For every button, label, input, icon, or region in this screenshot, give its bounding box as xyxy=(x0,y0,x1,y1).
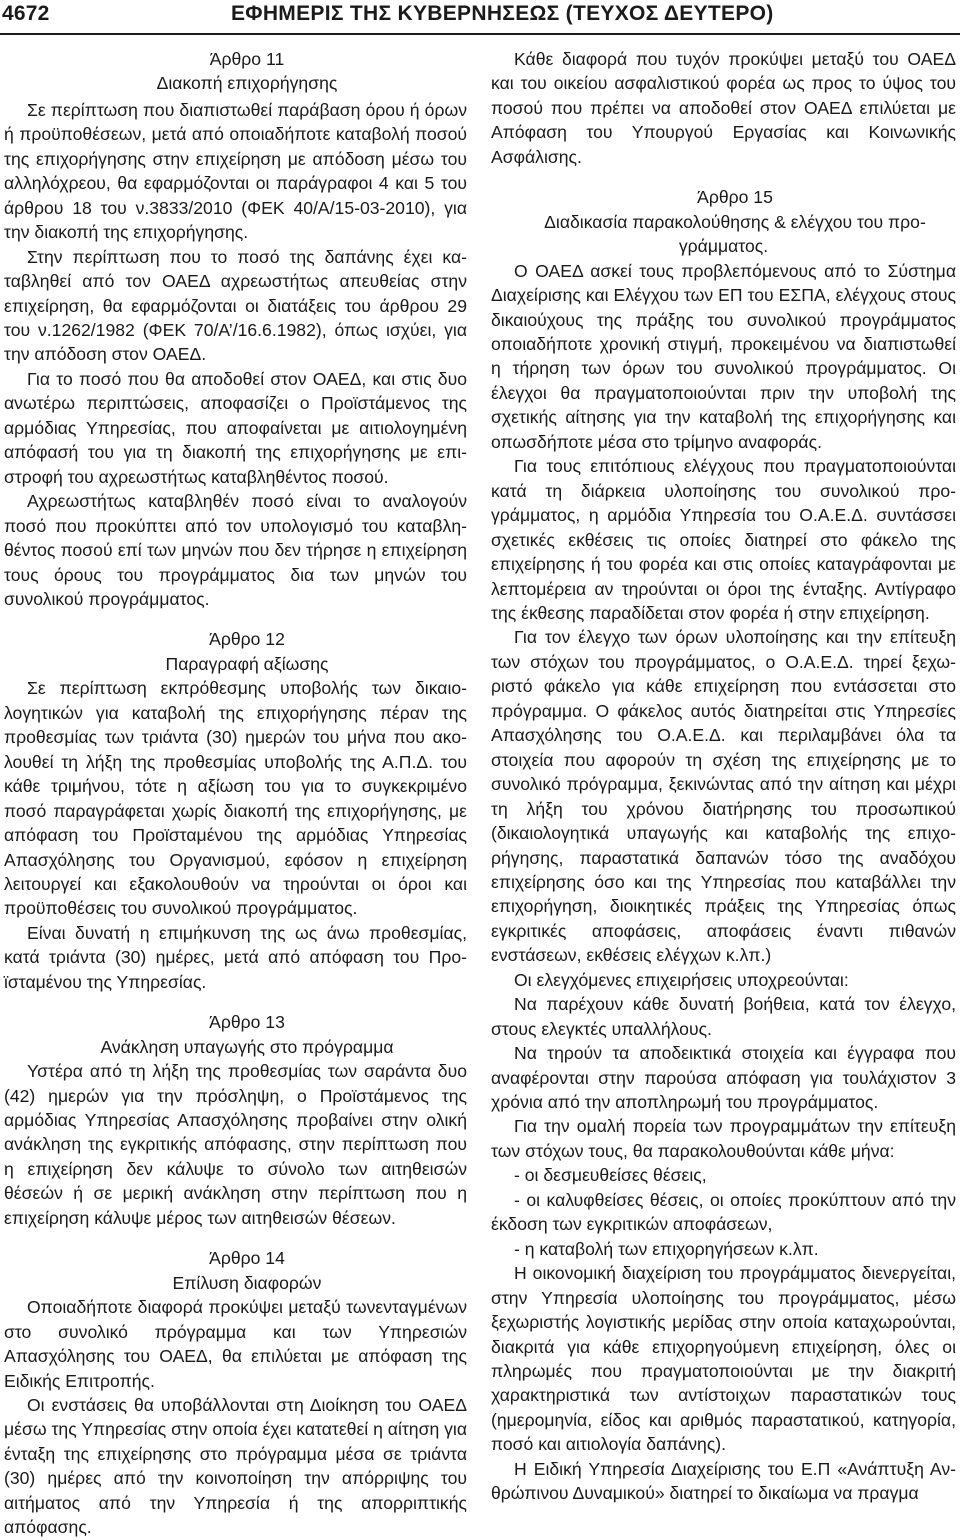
article-11-paragraph-4: Αχρεωστήτως καταβληθέν ποσό είναι το αναλογούν ποσό που προκύπτει από τον υπολογισμό του καταβληθέντος ποσού επί των μηνών που δεν τήρησε η επιχείρηση τους όρους του προγράμματος δια των μηνών του συνολικού προγράμματος. xyxy=(4,491,467,609)
article-11-paragraph-2: Στην περίπτωση που το ποσό της δαπάνης έχει καταβληθεί από τον ΟΑΕΔ αχρεωστήτως απευθείας στην επιχείρηση, θα εφαρμόζονται οι διατάξεις του άρθρου 29 του ν.1262/1982 (ΦΕΚ 70/Α’/16.6.1982), όπως ισχύει, για την απόδοση στον ΟΑΕΔ. xyxy=(4,246,467,365)
article-12-paragraph-1: Σε περίπτωση εκπρόθεσμης υποβολής των δικαιολογητικών για καταβολή της επιχορήγησης πέραν της προθεσμίας των τριάντα (30) ημερών του μήνα που ακολουθεί τη λήξη της προθεσμίας υποβολής της Α.Π.Δ. του κάθε τριμήνου, τότε η αξίωση του για το συγκεκριμένο ποσό παραγράφεται χωρίς διακοπή της επιχορήγησης, με απόφαση του Προϊσταμένου της αρμόδιας Υπηρεσίας Απασχόλησης του Οργανισμού, εφόσον η επιχείρηση λειτουργεί και εξακολουθούν να τηρούνται οι όροι και προϋποθέσεις του συνολικού προγράμματος. xyxy=(4,678,467,919)
right-column xyxy=(491,47,956,1506)
article-14-number: Άρθρο 14 xyxy=(209,1248,285,1269)
article-14-paragraph-1: Οποιαδήποτε διαφορά προκύψει μεταξύ τωνενταγμένων στο συνολικό πρόγραμμα και των Υπηρεσιών Απασχόλησης του ΟΑΕΔ, θα επιλύεται με απόφαση της Ειδικής Επιτροπής. xyxy=(4,1297,467,1391)
page-header xyxy=(0,0,960,34)
article-13-paragraph-1: Υστέρα από τη λήξη της προθεσμίας των σαράντα δυο (42) ημερών για την πρόσληψη, ο Προϊστάμενος της αρμόδιας Υπηρεσίας Απασχόλησης προβαίνει στην ολική ανάκληση της εγκριτικής απόφασης, στην περίπτωση που η επιχείρηση δεν κάλυψε το σύνολο των αιτηθεισών θέσεών ή σε μερική ανάκληση στην περίπτωση που η επιχείρηση κάλυψε μέρος των αιτηθεισών θέσεων. xyxy=(4,1061,467,1228)
article-11-paragraph-1: Σε περίπτωση που διαπιστωθεί παράβαση όρου ή όρων ή προϋποθέσεων, μετά από οποιαδήποτε καταβολή ποσού της επιχορήγησης στην επιχείρηση με απόδοση μέσω του αλληλόχρεου, θα εφαρμόζονται οι παράγραφοι 4 και 5 του άρθρου 18 του ν.3833/2010 (ΦΕΚ 40/Α/15-03-2010), για την διακοπή της επιχορήγησης. xyxy=(4,99,467,243)
article-13-title: Ανάκληση υπαγωγής στο πρόγραμμα xyxy=(100,1036,394,1057)
article-15-number: Άρθρο 15 xyxy=(697,187,773,208)
article-15-title: Διαδικασία παρακολούθησης & ελέγχου του προγράμματος. xyxy=(544,211,926,257)
article-11-paragraph-3: Για το ποσό που θα αποδοθεί στον ΟΑΕΔ, και στις δυο ανωτέρω περιπτώσεις, αποφασίζει ο Προϊστάμενος της αρμόδιας Υπηρεσίας, που αποφαίνεται με αιτιολογημένη απόφασή του για τη διακοπή της επιχορήγησης με επιστροφή του αχρεωστήτως καταβληθέντος ποσού. xyxy=(4,368,467,487)
left-column xyxy=(4,47,467,1540)
article-15-paragraph-6: Να τηρούν τα αποδεικτικά στοιχεία και έγγραφα που αναφέρονται στην παρούσα απόφαση για τουλάχιστον 3 χρόνια από την αποπληρωμή του προγράμματος. xyxy=(491,1043,956,1113)
article-15-paragraph-2: Για τους επιτόπιους ελέγχους που πραγματοποιούνται κατά τη διάρκεια υλοποίησης του συνολικού προγράμματος, η αρμόδια Υπηρεσία του Ο.Α.Ε.Δ. συντάσσει σχετικές εκθέσεις τις οποίες διατηρεί στο φάκελο της επιχείρησης ή του φορέα και στις οποίες καταγράφονται με λεπτομέρεια αν τηρούνται οι όροι της ένταξης. Αντίγραφο της έκθεσης παραδίδεται στον φορέα ή στην επιχείρηση. xyxy=(491,456,956,623)
article-11-number: Άρθρο 11 xyxy=(209,49,285,69)
article-15-paragraph-7: Για την ομαλή πορεία των προγραμμάτων την επίτευξη των στόχων τους, θα παρακολουθούνται κάθε μήνα: xyxy=(491,1116,956,1161)
article-15-paragraph-4: Οι ελεγχόμενες επιχειρήσεις υποχρεούνται: xyxy=(514,969,849,990)
article-12-title: Παραγραφή αξίωσης xyxy=(165,653,329,674)
article-12-paragraph-2: Είναι δυνατή η επιμήκυνση της ως άνω προθεσμίας, κατά τριάντα (30) ημέρες, μετά από απόφαση του Προϊσταμένου της Υπηρεσίας. xyxy=(4,922,467,992)
article-15-paragraph-1: Ο ΟΑΕΔ ασκεί τους προβλεπόμενους από το Σύστημα Διαχείρισης και Ελέγχου των ΕΠ του ΕΣΠΑ, ελέγχους στους δικαιούχους της πράξης του συνολικού προγράμματος οποιαδήποτε χρονική στιγμή, προκειμένου να διαπιστωθεί η τήρηση των όρων του συνολικού προγράμματος. Οι έλεγχοι θα πραγματοποιούνται πριν την υποβολή της σχετικής αίτησης για την καταβολή της επιχορήγησης και οπωσδήποτε μέσα στο τρίμηνο αναφοράς. xyxy=(491,260,956,452)
article-15-paragraph-3: Για τον έλεγχο των όρων υλοποίησης και την επίτευξη των στόχων του προγράμματος, ο Ο.Α.Ε.Δ. τηρεί ξεχωριστό φάκελο για κάθε επιχείρηση που εντάσσεται στο πρόγραμμα. Ο φάκελος αυτός διατηρείται στις Υπηρεσίες Απασχόλησης του Ο.Α.Ε.Δ. και περιλαμβάνει όλα τα στοιχεία που αφορούν τη σχέση της επιχείρησης με το συνολικό πρόγραμμα, ξεκινώντας από την αίτηση και μέχρι τη λήξη του χρόνου διατήρησης του προσωπικού (δικαιολογητικά υπαγωγής και καταβολής της επιχορήγησης, παραστατικά δαπανών τόσο της αναδόχου επιχείρησης όσο και της Υπηρεσίας που καταβάλλει την επιχορήγηση, διοικητικές πράξεις της Υπηρεσίας όπως εγκριτικές αποφάσεις, αποφάσεις έναντι πιθανών ενστάσεων, εκθέσεις ελέγχων κ.λπ.) xyxy=(491,627,956,966)
header-rule xyxy=(0,33,960,35)
list-item-grant-payment: - η καταβολή των επιχορηγήσεων κ.λπ. xyxy=(514,1238,819,1259)
list-item-committed-positions: - οι δεσμευθείσες θέσεις, xyxy=(514,1165,707,1186)
article-12-number: Άρθρο 12 xyxy=(209,629,285,650)
journal-title: ΕΦΗΜΕΡΙΣ ΤΗΣ ΚΥΒΕΡΝΗΣΕΩΣ (ΤΕΥΧΟΣ ΔΕΥΤΕΡΟ) xyxy=(231,2,774,25)
list-item-covered-positions: - οι καλυφθείσες θέσεις, οι οποίες προκύπτουν από την έκδοση των εγκριτικών αποφάσεων, xyxy=(491,1189,956,1235)
article-15-paragraph-9: Η Ειδική Υπηρεσία Διαχείρισης του Ε.Π «Ανάπτυξη Ανθρώπινου Δυναμικού» διατηρεί το δικαίωμα να πραγμα xyxy=(491,1458,956,1504)
page-number: 4672 xyxy=(2,2,50,25)
article-13-number: Άρθρο 13 xyxy=(209,1012,285,1033)
article-14-title: Επίλυση διαφορών xyxy=(172,1272,322,1293)
article-15-paragraph-8: Η οικονομική διαχείριση του προγράμματος διενεργείται, στην Υπηρεσία υλοποίησης του προγράμματος, μέσω ξεχωριστής λογιστικής μερίδας στην οποία καταχωρούνται, διακριτά για κάθε επιχορηγούμενη επιχείρηση, όλες οι πληρωμές που πραγματοποιούνται με την διακριτή χαρακτηριστικά των αντίστοιχων παραστατικών τους (ημερομηνία, είδος και αριθμός παραστατικού, κατηγορία, ποσό και αιτιολογία δαπάνης). xyxy=(491,1263,956,1455)
article-15-paragraph-5: Να παρέχουν κάθε δυνατή βοήθεια, κατά τον έλεγχο, στους ελεγκτές υπαλλήλους. xyxy=(491,994,956,1039)
article-14-paragraph-2: Οι ενστάσεις θα υποβάλλονται στη Διοίκηση του ΟΑΕΔ μέσω της Υπηρεσίας στην οποία έχει κατατεθεί η αίτηση για ένταξη της επιχείρησης στο πρόγραμμα μέσα σε τριάντα (30) ημέρες από την κοινοποίηση την απόρριψης του αιτήματος από την Υπηρεσία ή της απορριπτικής απόφασης. xyxy=(4,1395,467,1538)
continued-paragraph: Κάθε διαφορά που τυχόν προκύψει μεταξύ του ΟΑΕΔ και του οικείου ασφαλιστικού φορέα ως προς το ύψος του ποσού που πρέπει να αποδοθεί στον ΟΑΕΔ επιλύεται με Απόφαση του Υπουργού Εργασίας και Κοινωνικής Ασφάλισης. xyxy=(491,49,956,167)
article-11-title: Διακοπή επιχορήγησης xyxy=(156,73,338,94)
